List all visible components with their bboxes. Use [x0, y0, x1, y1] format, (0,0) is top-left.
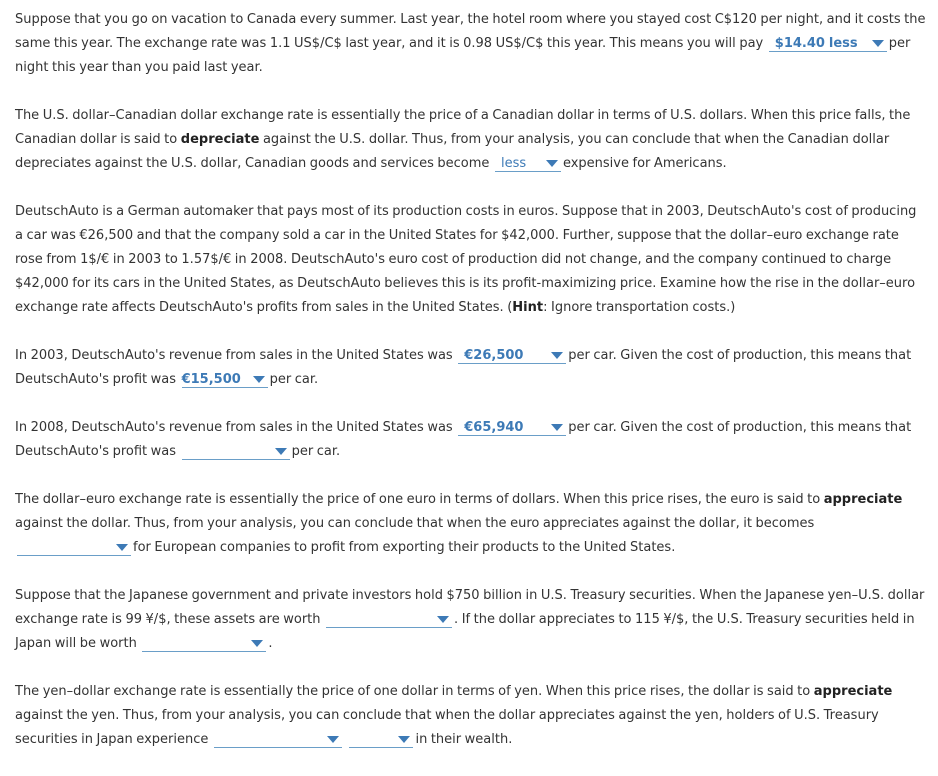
profit-2008-dropdown[interactable] — [182, 443, 290, 460]
paragraph-text: : Ignore transportation costs.) — [543, 300, 736, 315]
paragraph-text: . If the dollar appreciates to 115 ¥/$, the U.S. Treasury securities held in Japan will be worth — [15, 612, 915, 651]
dropdown-selected-value: €26,500 — [464, 348, 524, 363]
chevron-down-icon — [437, 616, 449, 623]
bold-term: appreciate — [813, 684, 893, 699]
paragraph-dollar-appreciation — [15, 680, 927, 752]
pay-difference-dropdown[interactable] — [769, 35, 887, 52]
paragraph-deutschauto-intro — [15, 200, 927, 320]
revenue-2003-dropdown[interactable] — [458, 347, 566, 364]
chevron-down-icon — [872, 40, 884, 47]
profit-ease-dropdown[interactable] — [17, 539, 131, 556]
paragraph-vacation — [15, 8, 927, 80]
dropdown-selected-value: $14.40 less — [774, 36, 858, 51]
bold-term: appreciate — [823, 492, 903, 507]
paragraph-text: In 2003, DeutschAuto's revenue from sales in the United States was — [15, 348, 453, 363]
dropdown-selected-value: €65,940 — [464, 420, 524, 435]
paragraph-text: expensive for Americans. — [562, 156, 727, 171]
wealth-direction-dropdown[interactable] — [349, 731, 413, 748]
bold-term: depreciate — [180, 132, 260, 147]
revenue-2008-dropdown[interactable] — [458, 419, 566, 436]
paragraph-text: The yen–dollar exchange rate is essentially the price of one dollar in terms of yen. When this price rises, the dollar is said to — [15, 684, 811, 699]
assets-worth-99-dropdown[interactable] — [326, 611, 452, 628]
paragraph-text: in their wealth. — [415, 732, 513, 747]
paragraph-text: Suppose that you go on vacation to Canada every summer. Last year, the hotel room where you stayed cost C$120 per night, and it costs the same this year. The exchange rate was 1.1 US$/C$ last year, and it is 0.98 US$/C$ this year. This means you will pay — [15, 12, 926, 51]
dropdown-selected-value: €15,500 — [181, 372, 241, 387]
profit-2003-dropdown[interactable] — [182, 371, 268, 388]
paragraph-text: The U.S. dollar–Canadian dollar exchange rate is essentially the price of a Canadian dollar in terms of U.S. dollars. When this price falls, the Canadian dollar is said to — [15, 108, 911, 147]
chevron-down-icon — [275, 448, 287, 455]
paragraph-text: per car. — [269, 372, 319, 387]
chevron-down-icon — [398, 736, 410, 743]
assets-worth-115-dropdown[interactable] — [142, 635, 266, 652]
expensiveness-dropdown[interactable] — [495, 155, 561, 172]
chevron-down-icon — [551, 424, 563, 431]
paragraph-text: against the yen. Thus, from your analysis, you can conclude that when the dollar appreciates against the yen, holders of U.S. Treasury securities in Japan experience — [15, 708, 879, 747]
chevron-down-icon — [551, 352, 563, 359]
chevron-down-icon — [546, 160, 558, 167]
paragraph-text: Suppose that the Japanese government and private investors hold $750 billion in U.S. Treasury securities. When the Japanese yen–U.S. dollar exchange rate is 99 ¥/$, these assets are worth — [15, 588, 925, 627]
paragraph-text: for European companies to profit from exporting their products to the United States. — [133, 540, 676, 555]
paragraph-text: DeutschAuto is a German automaker that pays most of its production costs in euros. Suppose that in 2003, DeutschAuto's cost of producing a car was €26,500 and that the company sold a car in the United States for $42,000. Further, suppose that the dollar–euro exchange rate rose from 1$/€ in 2003 to 1.57$/€ in 2008. DeutschAuto's euro cost of production did not change, and the company continued to charge $42,000 for its cars in the United States, as DeutschAuto believes this is its profit-maximizing price. Examine how the rise in the dollar–euro exchange rate affects DeutschAuto's profits from sales in the United States. ( — [15, 204, 917, 315]
paragraph-euro-appreciation — [15, 488, 927, 560]
paragraph-text: against the U.S. dollar. Thus, from your analysis, you can conclude that when the Canadian dollar depreciates against the U.S. dollar, Canadian goods and services become — [15, 132, 890, 171]
paragraph-text: The dollar–euro exchange rate is essentially the price of one euro in terms of dollars. When this price rises, the euro is said to — [15, 492, 821, 507]
paragraph-text: per car. — [291, 444, 341, 459]
bold-term: Hint — [512, 300, 544, 315]
chevron-down-icon — [253, 376, 265, 383]
paragraph-2003-revenue — [15, 344, 927, 392]
chevron-down-icon — [251, 640, 263, 647]
paragraph-cad-depreciation — [15, 104, 927, 176]
paragraph-japan-treasury — [15, 584, 927, 656]
paragraph-text: per night this year than you paid last year. — [15, 36, 911, 75]
chevron-down-icon — [116, 544, 128, 551]
question-content — [15, 8, 927, 776]
paragraph-text: per car. Given the cost of production, this means that DeutschAuto's profit was — [15, 420, 912, 459]
dropdown-selected-value: less — [500, 156, 527, 171]
paragraph-text: . — [268, 636, 273, 651]
paragraph-text: In 2008, DeutschAuto's revenue from sales in the United States was — [15, 420, 453, 435]
chevron-down-icon — [327, 736, 339, 743]
paragraph-text: per car. Given the cost of production, this means that DeutschAuto's profit was — [15, 348, 912, 387]
wealth-amount-dropdown[interactable] — [214, 731, 342, 748]
paragraph-text: against the dollar. Thus, from your analysis, you can conclude that when the euro appreciates against the dollar, it becomes — [15, 516, 815, 531]
paragraph-2008-revenue — [15, 416, 927, 464]
